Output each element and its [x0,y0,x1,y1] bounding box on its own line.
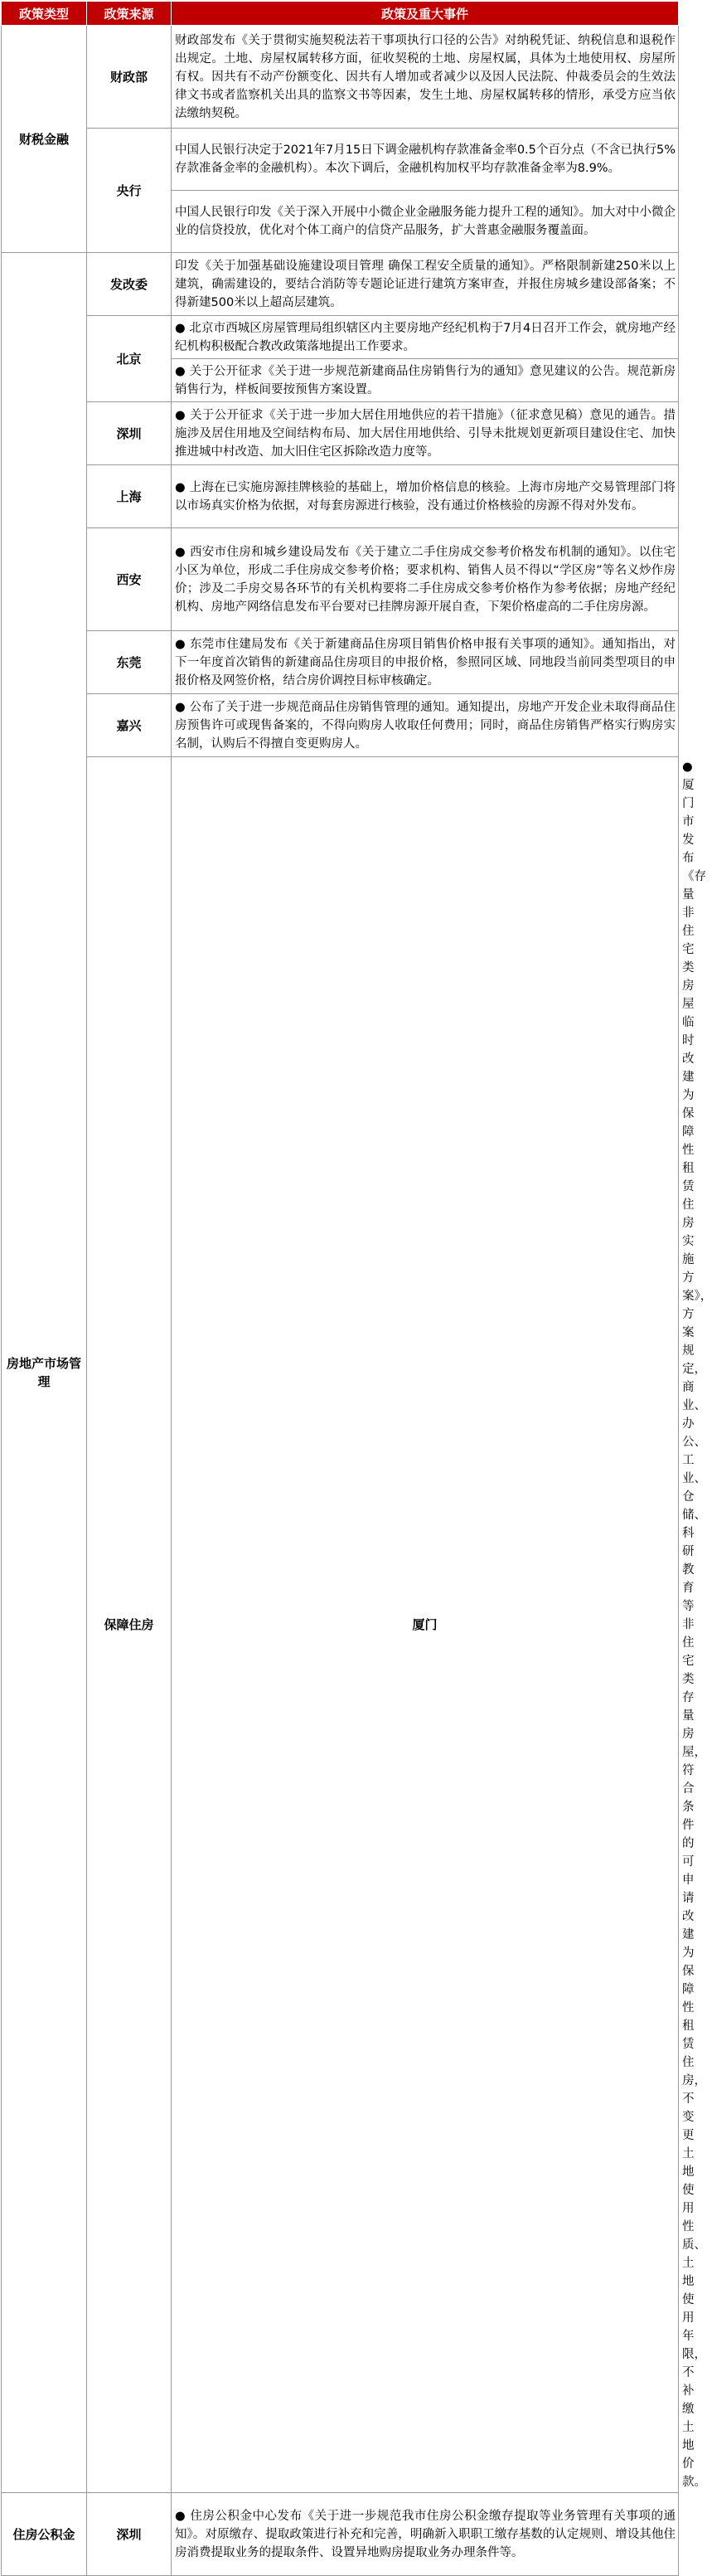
policy-source-beijing: 北京 [87,316,172,402]
policy-event-dongguan: ● 东莞市住建局发布《关于新建商品住房项目销售价格申报有关事项的通知》。通知指出，对下一年度首次销售的新建商品住房项目的申报价格，参照同区域、同地段当前同类型项目的申报价格及网签价格，结合房价调控目标审核确定。 [172,631,679,694]
header-policy-source: 政策来源 [87,2,172,26]
policy-event-xian: ● 西安市住房和城乡建设局发布《关于建立二手住房成交参考价格发布机制的通知》。以住宅小区为单位，形成二手住房成交参考价格；要求机构、销售人员不得以“学区房”等名义炒作房价；涉及二手房交易各环节的有关机构要将二手住房成交参考价格作为参考依据；房地产经纪机构、房地产网络信息发布平台要对已挂牌房源开展自查，下架价格虚高的二手住房房源。 [172,528,679,631]
table-row: 保障住房 厦门 ● 厦门市发布《存量非住宅类房屋临时改建为保障性租赁住房实施方案》，方案规定，商业、办公、工业、仓储、科研教育等非住宅类存量房屋，符合条件的可申请改建为保障性租赁住房，不变更土地使用性质、土地使用年限，不补缴土地价款。 [2,757,679,2493]
policy-source-dongguan: 东莞 [87,631,172,694]
table-row [2,631,679,694]
policy-event-fund-shenzhen: ● 住房公积金中心发布《关于进一步规范我市住房公积金缴存提取等业务管理有关事项的通知》。对原缴存、提取政策进行补充和完善，明确新入职职工缴存基数的认定规则、增设其他住房消费提取业务的提取条件、设置异地购房提取业务办理条件等。 [172,2493,679,2576]
table-row [2,26,679,129]
header-row [2,2,679,26]
table-row [2,316,679,359]
header-policy-events: 政策及重大事件 [172,2,679,26]
policy-source-fund-shenzhen: 深圳 [87,2493,172,2576]
policy-event-pboc-2: 中国人民银行印发《关于深入开展中小微企业金融服务能力提升工程的通知》。加大对中小微企业的信贷投放，优化对个体工商户的信贷产品服务，扩大普惠金融服务覆盖面。 [172,191,679,253]
policy-type-realestate: 房地产市场管理 [2,253,87,2493]
policy-table [1,1,712,2576]
policy-source-jiaxing: 嘉兴 [87,694,172,757]
policy-event-beijing-1: ● 北京市西城区房屋管理局组织辖区内主要房地产经纪机构于7月4日召开工作会，就房地产经纪机构积极配合教改政策落地提出工作要求。 [172,316,679,359]
policy-source-shanghai: 上海 [87,465,172,528]
policy-type-fund: 住房公积金 [2,2493,87,2576]
header-policy-type: 政策类型 [2,2,87,26]
table-row [2,465,679,528]
policy-event-shenzhen: ● 关于公开征求《关于进一步加大居住用地供应的若干措施》（征求意见稿）意见的通告。措施涉及居住用地及空间结构布局、加大居住用地供给、引导未批规划更新项目建设住宅、加快推进城中村改造、加大旧住宅区拆除改造力度等。 [172,402,679,465]
policy-type-fiscal: 财税金融 [2,26,87,253]
policy-type-housing: 保障住房 [87,757,172,2493]
table-row [2,528,679,631]
policy-source-mof: 财政部 [87,26,172,129]
table-row [2,2493,679,2576]
policy-event-ndrc: 印发《关于加强基础设施建设项目管理 确保工程安全质量的通知》。严格限制新建250米以上建筑，确需建设的，要结合消防等专题论证进行建筑方案审查，并报住房城乡建设部备案；不得新建500米以上超高层建筑。 [172,253,679,316]
table-row [2,253,679,316]
policy-source-shenzhen: 深圳 [87,402,172,465]
policy-source-pboc: 央行 [87,129,172,253]
table-row [2,694,679,757]
policy-event-jiaxing: ● 公布了关于进一步规范商品住房销售管理的通知。通知提出，房地产开发企业未取得商品住房预售许可或现售备案的，不得向购房人收取任何费用；同时，商品住房销售严格实行购房实名制，认购后不得擅自变更购房人。 [172,694,679,757]
table-row [2,402,679,465]
table-row [2,129,679,191]
policy-event-mof: 财政部发布《关于贯彻实施契税法若干事项执行口径的公告》对纳税凭证、纳税信息和退税作出规定。土地、房屋权属转移方面，征收契税的土地、房屋权属，具体为土地使用权、房屋所有权。因共有不动产份额变化、因共有人增加或者减少以及因人民法院、仲裁委员会的生效法律文书或者监察机关出具的监察文书等因素，发生土地、房屋权属转移的情形，承受方应当依法缴纳契税。 [172,26,679,129]
policy-event-shanghai: ● 上海在已实施房源挂牌核验的基础上，增加价格信息的核验。上海市房地产交易管理部门将以市场真实价格为依据，对每套房源进行核验，没有通过价格核验的房源不得对外发布。 [172,465,679,528]
policy-event-pboc-1: 中国人民银行决定于2021年7月15日下调金融机构存款准备金率0.5个百分点（不含已执行5%存款准备金率的金融机构）。本次下调后，金融机构加权平均存款准备金率为8.9%。 [172,129,679,191]
policy-source-ndrc: 发改委 [87,253,172,316]
policy-source-xian: 西安 [87,528,172,631]
policy-event-beijing-2: ● 关于公开征求《关于进一步规范新建商品住房销售行为的通知》意见建议的公告。规范新房销售行为，样板间要按预售方案设置。 [172,359,679,402]
policy-source-xiamen: 厦门 [172,757,679,2493]
table-header [2,2,679,26]
